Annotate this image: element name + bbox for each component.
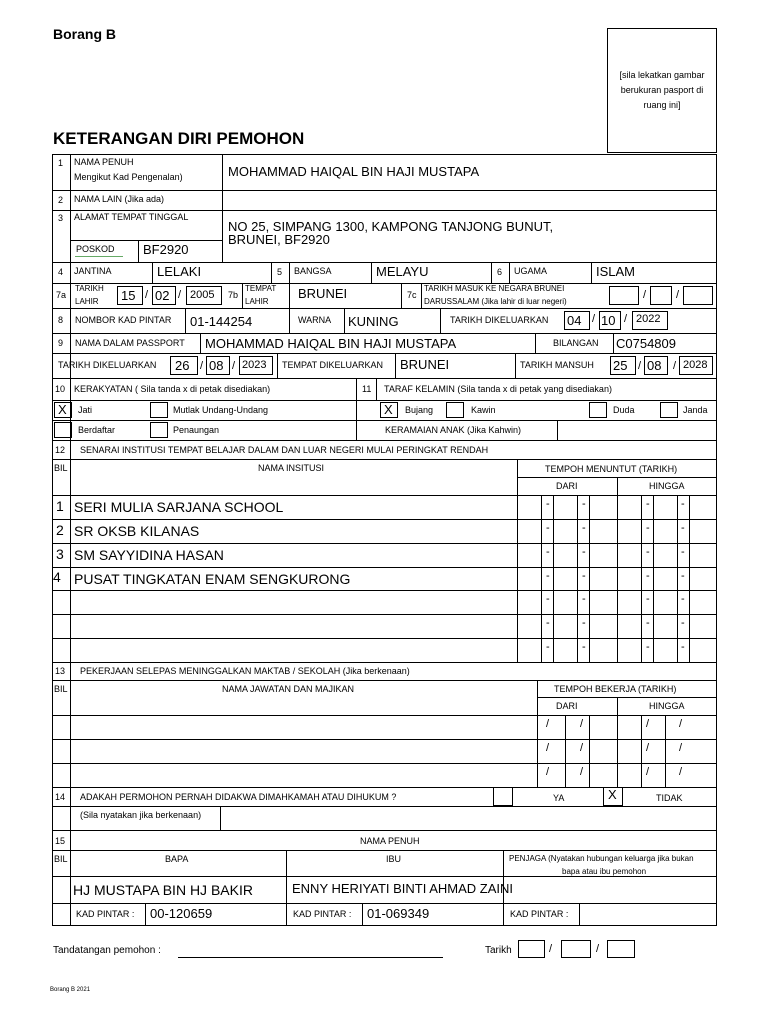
entry-slash-1: / [643,289,647,301]
education-row-4-bil: 4 [53,569,61,585]
marital-janda-checkbox[interactable] [660,402,678,418]
full-name-value[interactable]: MOHAMMAD HAIQAL BIN HAJI MUSTAPA [228,164,480,179]
education-date-dash: - [582,641,586,653]
education-date-dash: - [646,546,650,558]
education-row-3-bil: 3 [56,546,64,562]
dob-year[interactable]: 2005 [190,289,215,301]
father-ic-value[interactable]: 00-120659 [150,906,213,921]
passport-expiry-day[interactable]: 25 [613,358,628,373]
race-value[interactable]: MELAYU [376,264,429,279]
employment-date-slash: / [646,742,650,754]
entry-date-label: TARIKH MASUK KE NEGARA BRUNEI [424,284,565,293]
entry-slash-2: / [676,289,680,301]
passport-name-label: NAMA DALAM PASSPORT [75,338,185,348]
parents-bil-header: BIL [54,854,68,864]
ic-number-label: NOMBOR KAD PINTAR [75,315,172,325]
gender-value[interactable]: LELAKI [157,264,202,279]
photo-note: [sila lekatkan gambar berukuran pasport di ruang ini] [619,70,705,110]
education-date-dash: - [681,641,685,653]
education-date-dash: - [646,570,650,582]
education-date-dash: - [546,570,550,582]
education-date-dash: - [646,617,650,629]
education-label: SENARAI INSTITUSI TEMPAT BELAJAR DALAM DAN LUAR NEGERI MULAI PERINGKAT RENDAH [80,445,489,455]
father-name-value[interactable]: HJ MUSTAPA BIN HJ BAKIR [73,882,253,898]
citizenship-jati-mark: X [58,402,67,417]
education-date-dash: - [646,641,650,653]
race-label: BANGSA [294,266,332,276]
other-name-label: NAMA LAIN (Jika ada) [74,194,165,204]
citizenship-jati-label: Jati [78,405,93,415]
pob-label: TEMPAT [245,284,277,293]
sign-slash-2: / [596,943,600,955]
citizenship-penaungan-checkbox[interactable] [150,422,168,438]
ic-issued-month[interactable]: 10 [601,313,616,328]
footer-code: Borang B 2021 [50,987,91,993]
s12-num: 12 [55,445,66,455]
marital-kawin-label: Kawin [471,405,496,415]
dob-label: TARIKH [75,284,104,293]
sign-date-month[interactable] [561,940,591,958]
passport-expiry-year[interactable]: 2028 [683,359,708,371]
passport-name-value[interactable]: MOHAMMAD HAIQAL BIN HAJI MUSTAPA [205,336,457,351]
education-date-dash: - [681,546,685,558]
pob-value[interactable]: BRUNEI [298,286,348,301]
guardian-ic-label: KAD PINTAR : [510,909,569,919]
passport-number-label: BILANGAN [553,338,599,348]
employment-bil-header: BIL [54,684,68,694]
religion-label: UGAMA [514,266,548,276]
religion-value[interactable]: ISLAM [596,264,636,279]
passport-issued-day[interactable]: 26 [175,358,190,373]
citizenship-mutlak-label: Mutlak Undang-Undang [173,405,269,415]
father-header: BAPA [165,854,189,864]
form-code: Borang B [53,26,116,42]
citizenship-label: KERAKYATAN ( Sila tanda x di petak disediakan) [74,384,271,394]
sign-slash-1: / [549,943,553,955]
employment-date-slash: / [580,766,584,778]
education-date-dash: - [646,593,650,605]
guardian-header: PENJAGA (Nyatakan hubungan keluarga jika bukan [509,854,694,863]
sign-date-year[interactable] [607,940,635,958]
s7a-num: 7a [56,290,67,300]
s6-num: 6 [497,267,503,277]
marital-duda-label: Duda [613,405,635,415]
dob-day[interactable]: 15 [121,288,136,303]
page-title: KETERANGAN DIRI PEMOHON [53,129,305,148]
s5-num: 5 [277,267,283,277]
mother-ic-label: KAD PINTAR : [293,909,352,919]
gender-label: JANTINA [74,266,112,276]
education-row-2-bil: 2 [56,522,64,538]
education-date-dash: - [582,498,586,510]
court-question-label: ADAKAH PERMOHON PERNAH DIDAKWA DIMAHKAMAH ATAU DIHUKUM ? [80,792,397,802]
education-date-dash: - [546,617,550,629]
address-line1[interactable]: NO 25, SIMPANG 1300, KAMPONG TANJONG BUNUT, [228,219,554,234]
children-count-label: KERAMAIAN ANAK (Jika Kahwin) [385,425,522,435]
father-ic-label: KAD PINTAR : [76,909,135,919]
education-date-dash: - [582,617,586,629]
guardian-header2: bapa atau ibu pemohon [562,867,647,876]
employment-date-slash: / [679,742,683,754]
education-date-dash: - [546,498,550,510]
s7b-num: 7b [228,290,239,300]
ic-color-label: WARNA [298,315,332,325]
ic-issued-day[interactable]: 04 [567,313,582,328]
education-date-dash: - [681,593,685,605]
education-row-4-name[interactable]: PUSAT TINGKATAN ENAM SENGKURONG [74,571,351,587]
address-label: ALAMAT TEMPAT TINGGAL [74,212,189,222]
s1-num: 1 [58,158,64,168]
pob-label2: LAHIR [245,297,269,306]
passport-place-value[interactable]: BRUNEI [400,357,450,372]
address-line2[interactable]: BRUNEI, BF2920 [228,232,330,247]
mother-name-value[interactable]: ENNY HERIYATI BINTI AHMAD ZAINI [292,881,514,896]
employment-date-slash: / [580,742,584,754]
marital-bujang-label: Bujang [405,405,434,415]
signature-label: Tandatangan pemohon : [53,945,161,956]
postcode-underline [75,256,123,257]
postcode-value[interactable]: BF2920 [143,242,189,257]
pp-expiry-slash-1: / [638,360,642,372]
mother-header: IBU [386,854,402,864]
signature-line[interactable] [178,957,443,958]
ic-issued-label: TARIKH DIKELUARKAN [450,315,549,325]
ic-slash-2: / [624,313,628,325]
marital-duda-checkbox[interactable] [589,402,607,418]
education-row-1-bil: 1 [56,498,64,514]
education-date-dash: - [582,522,586,534]
marital-bujang-mark: X [384,402,393,417]
pp-issued-slash-1: / [200,360,204,372]
ic-issued-year[interactable]: 2022 [636,313,661,325]
education-date-dash: - [546,593,550,605]
citizenship-penaungan-label: Penaungan [173,425,220,435]
education-from-header: DARI [556,481,578,491]
education-date-dash: - [681,570,685,582]
employment-label: PEKERJAAN SELEPAS MENINGGALKAN MAKTAB / SEKOLAH (Jika berkenaan) [80,666,410,676]
court-tidak-mark: X [608,787,617,802]
education-date-dash: - [582,546,586,558]
passport-number-value[interactable]: C0754809 [616,336,676,351]
education-date-dash: - [546,546,550,558]
employment-date-slash: / [546,718,550,730]
marital-janda-label: Janda [683,405,708,415]
employment-date-slash: / [546,766,550,778]
date-label: Tarikh [485,945,512,956]
s15-num: 15 [55,836,66,846]
education-date-dash: - [681,522,685,534]
pp-issued-slash-2: / [232,360,236,372]
education-row-3-name[interactable]: SM SAYYIDINA HASAN [74,547,224,563]
s10-num: 10 [55,384,66,394]
court-ya-checkbox[interactable] [493,787,513,806]
education-date-dash: - [546,641,550,653]
entry-date-label2: DARUSSALAM (Jika lahir di luar negeri) [424,297,567,306]
employment-date-slash: / [646,718,650,730]
passport-expiry-label: TARIKH MANSUH [520,360,594,370]
sign-date-day[interactable] [518,940,545,958]
education-bil-header: BIL [54,463,68,473]
dob-month[interactable]: 02 [155,288,170,303]
education-date-dash: - [681,617,685,629]
ic-slash-1: / [592,313,596,325]
s11-num: 11 [362,384,372,394]
education-date-dash: - [582,570,586,582]
education-row-2-name[interactable]: SR OKSB KILANAS [74,523,200,539]
full-name-label: NAMA PENUH [74,157,134,167]
s2-num: 2 [58,195,64,205]
employment-from-header: DARI [556,701,578,711]
employment-name-header: NAMA JAWATAN DAN MAJIKAN [222,684,355,694]
passport-place-label: TEMPAT DIKELUARKAN [282,360,384,370]
employment-date-slash: / [580,718,584,730]
education-to-header: HINGGA [649,481,685,491]
full-name-sublabel: Mengikut Kad Pengenalan) [74,172,183,182]
s4-num: 4 [58,267,64,277]
employment-to-header: HINGGA [649,701,685,711]
citizenship-berdaftar-label: Berdaftar [78,425,116,435]
employment-date-slash: / [546,742,550,754]
mother-ic-value[interactable]: 01-069349 [367,906,430,921]
court-tidak-label: TIDAK [656,793,683,803]
dob-slash-2: / [178,289,182,301]
education-date-dash: - [646,498,650,510]
pp-expiry-slash-2: / [673,360,677,372]
s9-num: 9 [58,338,64,348]
dob-slash-1: / [145,289,149,301]
employment-date-slash: / [679,718,683,730]
citizenship-mutlak-checkbox[interactable] [150,402,168,418]
court-ya-label: YA [553,793,565,803]
postcode-label: POSKOD [76,244,115,254]
dob-label2: LAHIR [75,297,99,306]
s7c-num: 7c [407,290,417,300]
parents-name-label: NAMA PENUH [360,836,420,846]
marital-kawin-checkbox[interactable] [446,402,464,418]
education-period-header: TEMPOH MENUNTUT (TARIKH) [545,464,678,474]
employment-date-slash: / [646,766,650,778]
s14-num: 14 [55,792,66,802]
ic-color-value[interactable]: KUNING [348,314,399,329]
education-date-dash: - [646,522,650,534]
passport-expiry-month[interactable]: 08 [647,358,662,373]
marital-status-label: TARAF KELAMIN (Sila tanda x di petak yang disediakan) [384,384,612,394]
passport-issued-label: TARIKH DIKELUARKAN [58,360,157,370]
s8-num: 8 [58,315,64,325]
court-note-label: (Sila nyatakan jika berkenaan) [80,810,202,820]
s13-num: 13 [55,666,66,676]
employment-period-header: TEMPOH BEKERJA (TARIKH) [554,684,677,694]
ic-number-value[interactable]: 01-144254 [190,314,253,329]
education-date-dash: - [681,498,685,510]
education-name-header: NAMA INSITUSI [258,463,325,473]
s3-num: 3 [58,213,64,223]
citizenship-berdaftar-checkbox[interactable] [54,422,72,438]
education-date-dash: - [582,593,586,605]
passport-issued-year[interactable]: 2023 [242,359,267,371]
education-date-dash: - [546,522,550,534]
passport-issued-month[interactable]: 08 [209,358,224,373]
education-row-1-name[interactable]: SERI MULIA SARJANA SCHOOL [74,499,284,515]
employment-date-slash: / [679,766,683,778]
